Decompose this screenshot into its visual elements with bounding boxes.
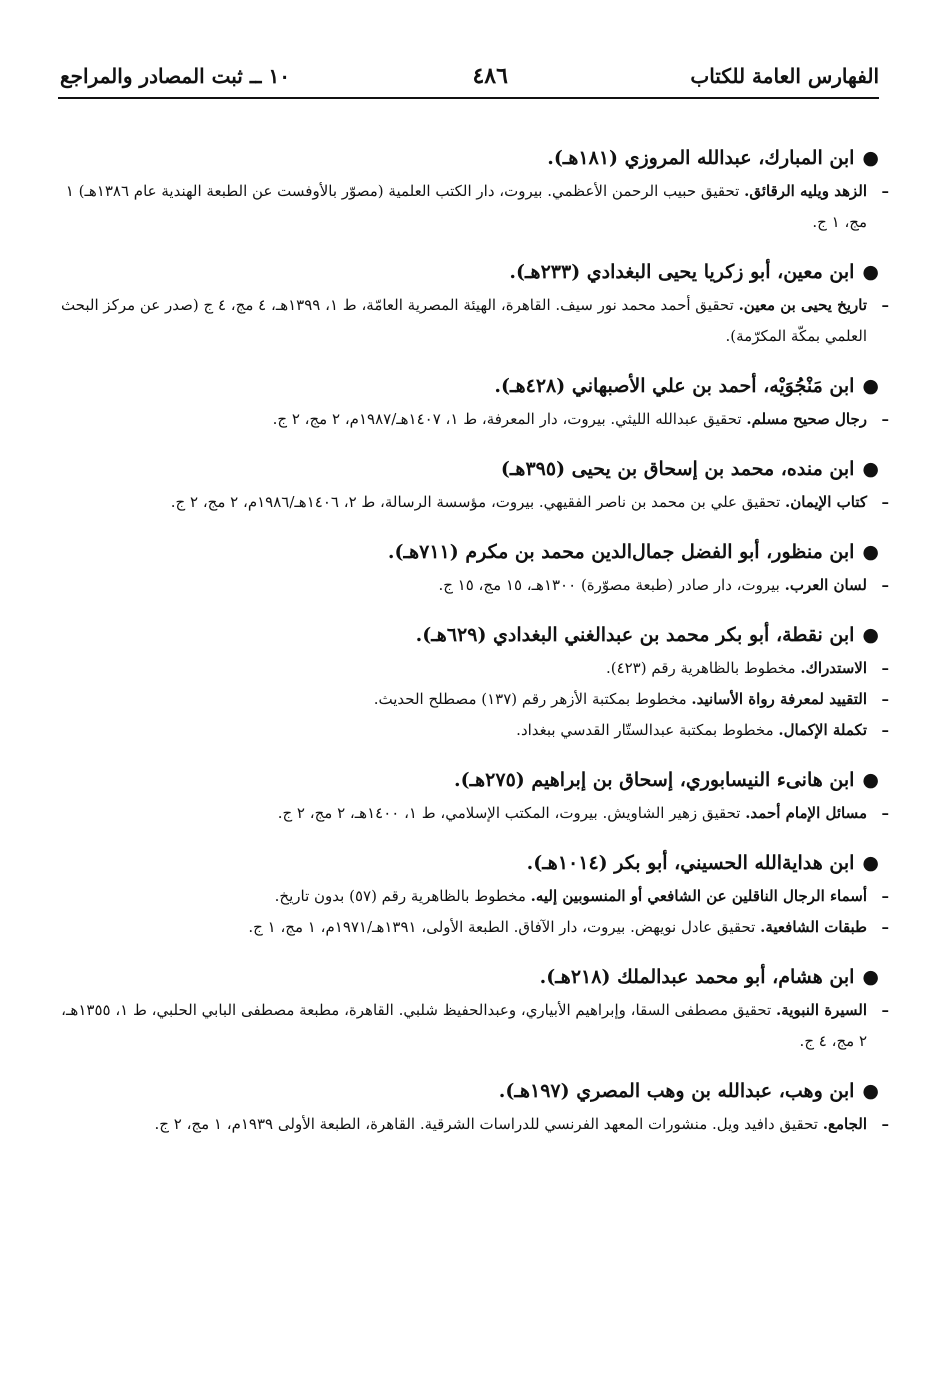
- bibliography-entry: [60, 617, 879, 746]
- work-details: تحقيق عبدالله الليثي. بيروت، دار المعرفة، ط ١، ١٤٠٧هـ/١٩٨٧م، ٢ مج، ٢ ج.: [272, 410, 742, 428]
- work-details: تحقيق أحمد محمد نور سيف. القاهرة، الهيئة المصرية العامّة، ط ١، ١٣٩٩هـ، ٤ مج، ٤ ج (صدر عن مركز البحث العلمي بمكّة المكرّمة).: [60, 296, 867, 345]
- author-heading: [60, 845, 879, 881]
- work-item: [60, 404, 879, 435]
- bibliography-list: [60, 140, 879, 1156]
- work-title: السيرة النبوية.: [776, 1001, 867, 1019]
- bullet-icon: ●: [862, 375, 879, 397]
- work-item: [60, 1109, 879, 1140]
- work-title: الزهد ويليه الرقائق.: [744, 182, 867, 200]
- author-name: ابن معين، أبو زكريا يحيى البغدادي (٢٣٣هـ).: [509, 261, 855, 283]
- author-heading: [60, 959, 879, 995]
- header-rule: [58, 97, 879, 99]
- author-name: ابن منظور، أبو الفضل جمال‌الدين محمد بن مكرم (٧١١هـ).: [387, 541, 855, 563]
- work-details: مخطوط بالظاهرية رقم (٤٢٣).: [605, 659, 796, 677]
- author-heading: [60, 617, 879, 653]
- work-title: تاريخ يحيى بن معين.: [738, 296, 867, 314]
- work-title: طبقات الشافعية.: [760, 918, 867, 936]
- work-details: تحقيق علي بن محمد بن ناصر الفقيهي. بيروت، مؤسسة الرسالة، ط ٢، ١٤٠٦هـ/١٩٨٦م، ٢ مج، ٢ ج.: [170, 493, 781, 511]
- author-heading: [60, 762, 879, 798]
- bibliography-entry: [60, 451, 879, 518]
- author-name: ابن نقطة، أبو بكر محمد بن عبدالغني البغدادي (٦٢٩هـ).: [415, 624, 855, 646]
- bullet-icon: ●: [862, 541, 879, 563]
- work-item: [60, 487, 879, 518]
- author-heading: [60, 254, 879, 290]
- work-item: [60, 176, 879, 238]
- work-details: تحقيق مصطفى السقا، وإبراهيم الأبياري، وعبدالحفيظ شلبي. القاهرة، مطبعة مصطفى البابي الحلبي، ط ١، ١٣٥٥هـ، ٢ مج، ٤ ج.: [61, 1001, 867, 1050]
- bibliography-entry: [60, 959, 879, 1057]
- work-details: مخطوط بالظاهرية رقم (٥٧) بدون تاريخ.: [274, 887, 526, 905]
- bullet-icon: ●: [862, 147, 879, 169]
- work-item: [60, 798, 879, 829]
- bullet-icon: ●: [862, 1080, 879, 1102]
- bibliography-entry: [60, 845, 879, 943]
- work-item: [60, 995, 879, 1057]
- author-name: ابن المبارك، عبدالله المروزي (١٨١هـ).: [547, 147, 855, 169]
- work-details: تحقيق دافيد ويل. منشورات المعهد الفرنسي للدراسات الشرقية. القاهرة، الطبعة الأولى ١٩٣٩م، ١ مج، ٢ ج.: [154, 1115, 818, 1133]
- book-title: الفهارس العامة للكتاب: [690, 64, 879, 88]
- work-title: الجامع.: [822, 1115, 867, 1133]
- bullet-icon: ●: [862, 458, 879, 480]
- bibliography-entry: [60, 534, 879, 601]
- author-name: ابن هداية‌الله الحسيني، أبو بكر (١٠١٤هـ).: [526, 852, 855, 874]
- bullet-icon: ●: [862, 966, 879, 988]
- work-title: أسماء الرجال الناقلين عن الشافعي أو المنسوبين إليه.: [530, 887, 867, 905]
- author-name: ابن وهب، عبدالله بن وهب المصري (١٩٧هـ).: [498, 1080, 855, 1102]
- author-name: ابن مَنْجُوَيْه، أحمد بن علي الأصبهاني (٤٢٨هـ).: [494, 375, 855, 397]
- work-title: لسان العرب.: [784, 576, 867, 594]
- author-name: ابن منده، محمد بن إسحاق بن يحيى (٣٩٥هـ): [500, 458, 855, 480]
- work-details: تحقيق عادل نويهض. بيروت، دار الآفاق. الطبعة الأولى، ١٣٩١هـ/١٩٧١م، ١ مج، ١ ج.: [248, 918, 756, 936]
- author-heading: [60, 451, 879, 487]
- work-details: مخطوط بمكتبة عبدالستّار القدسي ببغداد.: [516, 721, 774, 739]
- work-details: بيروت، دار صادر (طبعة مصوّرة) ١٣٠٠هـ، ١٥ مج، ١٥ ج.: [438, 576, 780, 594]
- work-title: التقييد لمعرفة رواة الأسانيد.: [691, 690, 867, 708]
- work-title: كتاب الإيمان.: [785, 493, 867, 511]
- author-heading: [60, 1073, 879, 1109]
- bullet-icon: ●: [862, 261, 879, 283]
- author-heading: [60, 368, 879, 404]
- work-title: تكملة الإكمال.: [778, 721, 867, 739]
- work-item: [60, 912, 879, 943]
- bullet-icon: ●: [862, 624, 879, 646]
- bibliography-entry: [60, 1073, 879, 1140]
- work-title: الاستدراك.: [800, 659, 867, 677]
- bibliography-entry: [60, 368, 879, 435]
- work-item: [60, 684, 879, 715]
- work-details: تحقيق حبيب الرحمن الأعظمي. بيروت، دار الكتب العلمية (مصوّر بالأوفست عن الطبعة الهندية عام ١٣٨٦هـ) ١ مج، ١ ج.: [65, 182, 867, 231]
- author-heading: [60, 534, 879, 570]
- running-header: [60, 58, 879, 94]
- section-title: ١٠ ــ ثبت المصادر والمراجع: [60, 64, 290, 88]
- work-item: [60, 715, 879, 746]
- work-item: [60, 570, 879, 601]
- bullet-icon: ●: [862, 769, 879, 791]
- work-item: [60, 881, 879, 912]
- author-name: ابن هشام، أبو محمد عبدالملك (٢١٨هـ).: [539, 966, 855, 988]
- work-details: تحقيق زهير الشاويش. بيروت، المكتب الإسلامي، ط ١، ١٤٠٠هـ، ٢ مج، ٢ ج.: [277, 804, 741, 822]
- work-details: مخطوط بمكتبة الأزهر رقم (١٣٧) مصطلح الحديث.: [373, 690, 687, 708]
- bullet-icon: ●: [862, 852, 879, 874]
- work-title: رجال صحيح مسلم.: [746, 410, 867, 428]
- work-item: [60, 290, 879, 352]
- bibliography-entry: [60, 140, 879, 238]
- author-heading: [60, 140, 879, 176]
- page-number: ٤٨٦: [472, 63, 508, 89]
- bibliography-entry: [60, 762, 879, 829]
- bibliography-entry: [60, 254, 879, 352]
- work-title: مسائل الإمام أحمد.: [745, 804, 867, 822]
- work-item: [60, 653, 879, 684]
- author-name: ابن هانىء النيسابوري، إسحاق بن إبراهيم (٢٧٥هـ).: [453, 769, 855, 791]
